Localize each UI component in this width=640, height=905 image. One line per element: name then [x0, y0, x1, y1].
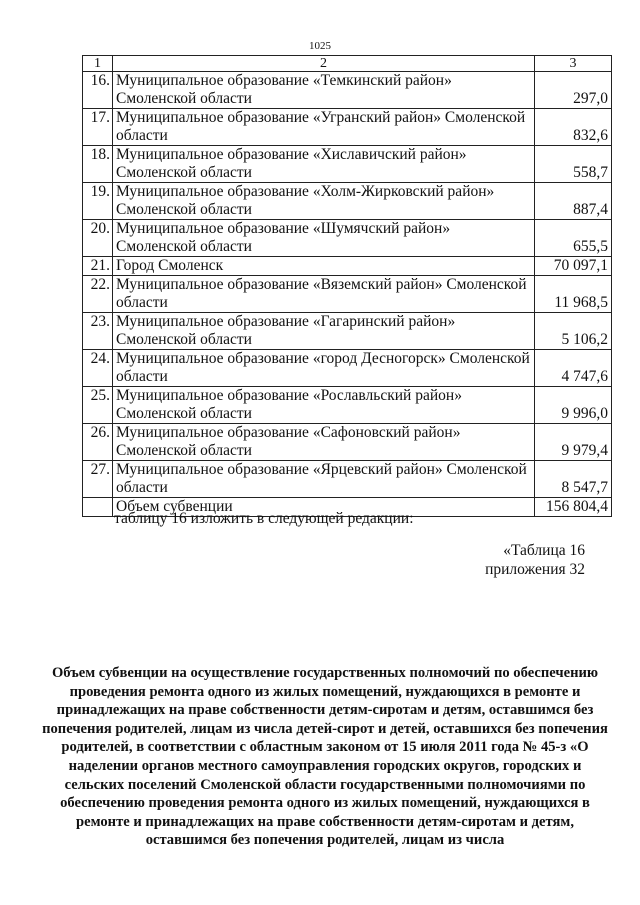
table-row — [83, 220, 612, 257]
table-row — [83, 72, 612, 109]
row-value-cell: 832,6 — [535, 109, 612, 146]
row-number-cell: 25. — [83, 387, 113, 424]
table-row — [83, 461, 612, 498]
caption-line: приложения 32 — [485, 561, 585, 578]
row-name-cell: Объем субвенции — [113, 498, 535, 517]
row-number-cell: 20. — [83, 220, 113, 257]
header-cell: 3 — [535, 56, 612, 72]
row-value-cell: 156 804,4 — [535, 498, 612, 517]
row-name-cell: Муниципальное образование «Холм-Жирковский район» Смоленской области — [113, 183, 535, 220]
row-number-cell: 27. — [83, 461, 113, 498]
instruction-text: таблицу 16 изложить в следующей редакции: — [114, 510, 414, 527]
row-number-cell: 18. — [83, 146, 113, 183]
table-row — [83, 350, 612, 387]
row-number-cell: 19. — [83, 183, 113, 220]
row-name-cell: Муниципальное образование «Гагаринский район» Смоленской области — [113, 313, 535, 350]
row-value-cell: 4 747,6 — [535, 350, 612, 387]
row-number-cell: 26. — [83, 424, 113, 461]
row-name-cell: Муниципальное образование «город Десногорск» Смоленской области — [113, 350, 535, 387]
row-name-cell: Город Смоленск — [113, 257, 535, 276]
table-caption — [485, 541, 585, 579]
table-row — [83, 313, 612, 350]
page-number: 1025 — [309, 40, 331, 52]
row-name-cell: Муниципальное образование «Хиславичский район» Смоленской области — [113, 146, 535, 183]
header-cell: 2 — [113, 56, 535, 72]
table-row — [83, 387, 612, 424]
subvention-table — [82, 55, 612, 517]
table-row — [83, 424, 612, 461]
row-value-cell: 8 547,7 — [535, 461, 612, 498]
row-value-cell: 655,5 — [535, 220, 612, 257]
table-row — [83, 257, 612, 276]
row-name-cell: Муниципальное образование «Сафоновский район» Смоленской области — [113, 424, 535, 461]
table-header-row — [83, 56, 612, 72]
row-value-cell: 9 996,0 — [535, 387, 612, 424]
row-number-cell: 17. — [83, 109, 113, 146]
row-number-cell — [83, 498, 113, 517]
section-heading: Объем субвенции на осуществление государственных полномочий по обеспечению проведения ремонта одного из жилых помещений, нуждающихся в ремонте и принадлежащих на праве собственности детям-сиротам и детям, оставшимся без попечения родителей, лицам из числа детей-сирот и детей, оставшихся без попечения родителей, в соответствии с областным законом от 15 июля 2011 года № 45-з «О наделении органов местного самоуправления городских округов, городских и сельских поселений Смоленской области государственными полномочиями по обеспечению проведения ремонта одного из жилых помещений, нуждающихся в ремонте и принадлежащих на праве собственности детям-сиротам и детям, оставшимся без попечения родителей, лицам из числа — [42, 665, 608, 849]
row-number-cell: 23. — [83, 313, 113, 350]
row-number-cell: 21. — [83, 257, 113, 276]
row-name-cell: Муниципальное образование «Шумячский район» Смоленской области — [113, 220, 535, 257]
row-value-cell: 297,0 — [535, 72, 612, 109]
row-number-cell: 22. — [83, 276, 113, 313]
row-number-cell: 16. — [83, 72, 113, 109]
row-value-cell: 558,7 — [535, 146, 612, 183]
row-name-cell: Муниципальное образование «Вяземский район» Смоленской области — [113, 276, 535, 313]
row-name-cell: Муниципальное образование «Ярцевский район» Смоленской области — [113, 461, 535, 498]
caption-line: «Таблица 16 — [503, 542, 585, 559]
row-name-cell: Муниципальное образование «Темкинский район» Смоленской области — [113, 72, 535, 109]
table-row — [83, 146, 612, 183]
row-value-cell: 11 968,5 — [535, 276, 612, 313]
header-cell: 1 — [83, 56, 113, 72]
row-value-cell: 887,4 — [535, 183, 612, 220]
row-name-cell: Муниципальное образование «Рославльский район» Смоленской области — [113, 387, 535, 424]
table-row — [83, 109, 612, 146]
row-value-cell: 70 097,1 — [535, 257, 612, 276]
row-value-cell: 9 979,4 — [535, 424, 612, 461]
row-name-cell: Муниципальное образование «Угранский район» Смоленской области — [113, 109, 535, 146]
row-number-cell: 24. — [83, 350, 113, 387]
table-row — [83, 183, 612, 220]
table-row — [83, 276, 612, 313]
row-value-cell: 5 106,2 — [535, 313, 612, 350]
